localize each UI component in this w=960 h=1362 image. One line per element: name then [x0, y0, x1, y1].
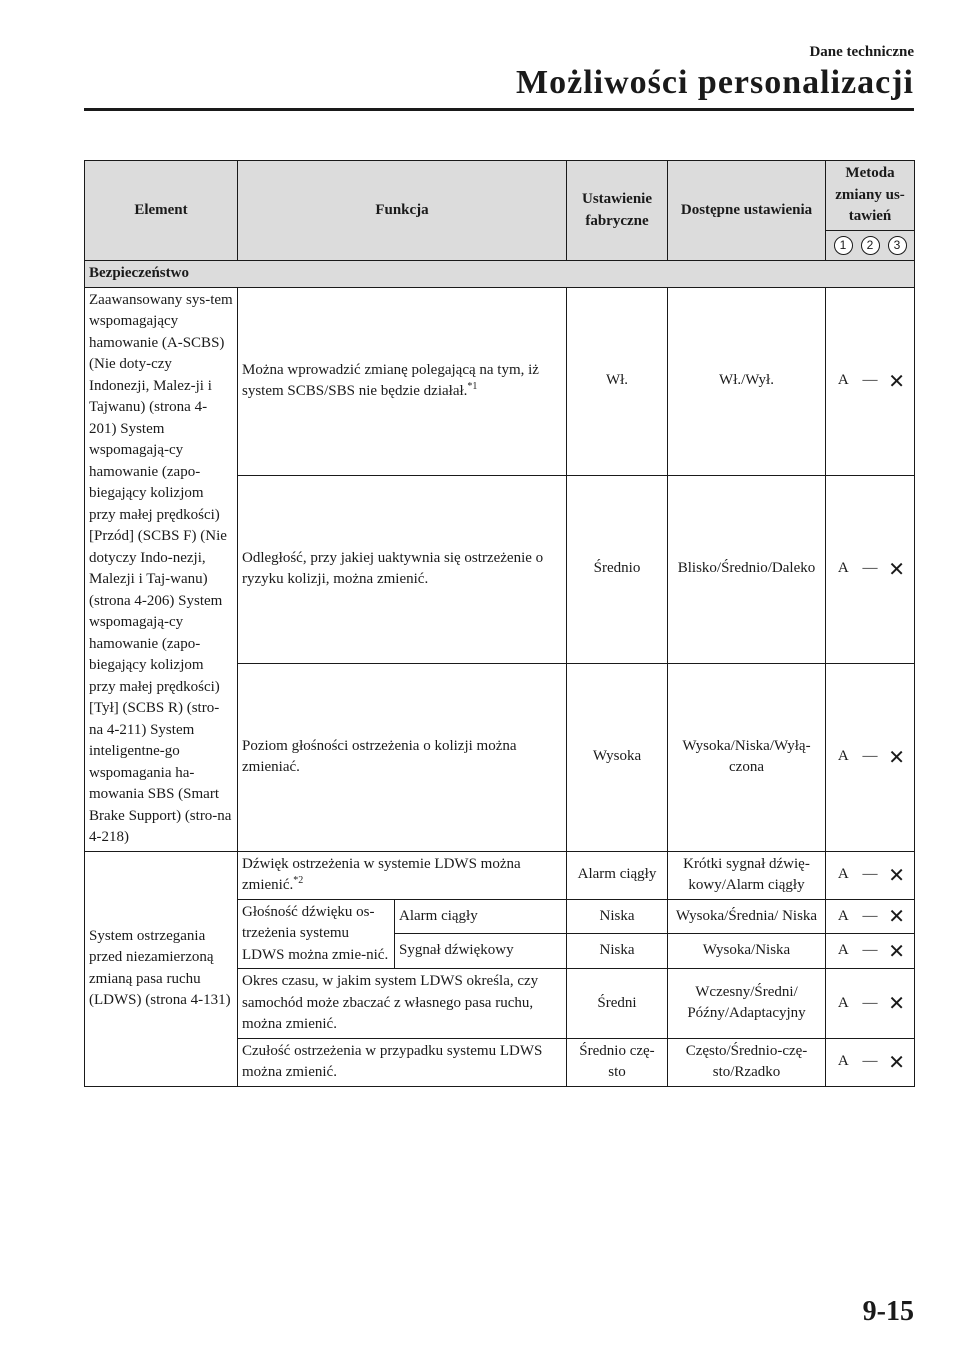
cross-icon: ✕ [888, 369, 906, 393]
method-1-icon: 1 [834, 236, 853, 255]
element-cell: System ostrzegania przed niezamierzoną zmianą pasa ruchu (LDWS) (strona 4-131) [85, 851, 238, 1086]
cross-icon: ✕ [888, 863, 906, 887]
footnote-mark: *2 [293, 875, 304, 886]
cross-icon: ✕ [888, 904, 906, 929]
page-number: 9-15 [862, 1296, 914, 1327]
function-cell: Głośność dźwięku os-trzeżenia systemu LDWS można zmie-nić. [238, 899, 395, 969]
method-value: A [837, 560, 849, 577]
section-label: Dane techniczne [809, 44, 914, 60]
method-value: A [837, 994, 849, 1011]
available-cell: Często/Średnio-czę-sto/Rzadko [668, 1038, 826, 1086]
sub-type-cell: Alarm ciągły [395, 899, 567, 934]
element-cell: Zaawansowany sys-tem wspomagający hamowanie (A-SCBS) (Nie doty-czy Indonezji, Malez-ji i Tajwanu) (strona 4-201) System wspomagają-cy hamowanie (zapo-biegający kolizjom przy małej prędkości) [Przód] (SCBS F) (Nie dotyczy Indo-nezji, Malezji i Taj-wanu) (strona 4-206) System wspomagają-cy hamowanie (zapo-biegający kolizjom przy małej prędkości) [Tył] (SCBS R) (stro-na 4-211) System inteligentne-go wspomagania ha-mowania SBS (Smart Brake Support) (stro-na 4-218) [85, 287, 238, 851]
cross-icon: ✕ [888, 991, 906, 1016]
page-title: Możliwości personalizacji [516, 64, 914, 101]
sub-type-cell: Sygnał dźwiękowy [395, 934, 567, 969]
method-value: A [837, 748, 849, 765]
dash-icon: — [862, 372, 878, 389]
factory-cell: Średnio czę-sto [567, 1038, 668, 1086]
dash-icon: — [862, 866, 878, 883]
factory-cell: Niska [567, 899, 668, 934]
col-header-element: Element [85, 161, 238, 261]
function-text: Można wprowadzić zmianę polegającą na tym, iż system SCBS/SBS nie będzie działał. [242, 361, 539, 399]
dash-icon: — [862, 748, 878, 765]
method-value: A [837, 866, 849, 883]
dash-icon: — [862, 1053, 878, 1070]
method-value: A [837, 907, 849, 924]
col-header-function: Funkcja [238, 161, 567, 261]
method-3-icon: 3 [888, 236, 907, 255]
col-header-available: Dostępne ustawienia [668, 161, 826, 261]
factory-cell: Średni [567, 969, 668, 1039]
table-row [85, 287, 915, 475]
header-row [85, 161, 915, 231]
factory-cell: Alarm ciągły [567, 851, 668, 899]
method-value: A [837, 372, 849, 389]
table-row [85, 851, 915, 899]
method-cell [826, 899, 915, 934]
function-cell: Poziom głośności ostrzeżenia o kolizji można zmieniać. [238, 663, 567, 851]
cross-icon: ✕ [888, 745, 906, 769]
function-cell: Okres czasu, w jakim system LDWS określa, czy samochód może zbaczać z własnego pasa ruchu, można zmienić. [238, 969, 567, 1039]
header-divider [84, 108, 914, 111]
dash-icon: — [862, 994, 878, 1011]
dash-icon: — [862, 942, 878, 959]
available-cell: Wysoka/Średnia/ Niska [668, 899, 826, 934]
method-value: A [837, 942, 849, 959]
available-cell: Blisko/Średnio/Daleko [668, 475, 826, 663]
factory-cell: Wysoka [567, 663, 668, 851]
method-cell [826, 287, 915, 475]
section-row [85, 261, 915, 288]
cross-icon: ✕ [888, 1050, 906, 1074]
factory-cell: Wł. [567, 287, 668, 475]
col-header-method: Metoda zmiany us-tawień [826, 161, 915, 231]
cross-icon: ✕ [888, 557, 906, 581]
dash-icon: — [862, 907, 878, 924]
function-cell [238, 287, 567, 475]
method-cell [826, 1038, 915, 1086]
customization-table [84, 160, 915, 1087]
footnote-mark: *1 [467, 381, 478, 392]
method-cell [826, 663, 915, 851]
function-cell: Czułość ostrzeżenia w przypadku systemu LDWS można zmienić. [238, 1038, 567, 1086]
section-title: Bezpieczeństwo [85, 261, 915, 288]
method-cell [826, 934, 915, 969]
factory-cell: Średnio [567, 475, 668, 663]
factory-cell: Niska [567, 934, 668, 969]
available-cell: Krótki sygnał dźwię-kowy/Alarm ciągły [668, 851, 826, 899]
col-header-factory: Ustawienie fabryczne [567, 161, 668, 261]
method-cell [826, 851, 915, 899]
method-cell [826, 969, 915, 1039]
cross-icon: ✕ [888, 939, 906, 964]
method-2-icon: 2 [861, 236, 880, 255]
available-cell: Wysoka/Niska [668, 934, 826, 969]
method-cell [826, 475, 915, 663]
function-cell: Odległość, przy jakiej uaktywnia się ostrzeżenie o ryzyku kolizji, można zmienić. [238, 475, 567, 663]
available-cell: Wysoka/Niska/Wyłą-czona [668, 663, 826, 851]
available-cell: Wł./Wył. [668, 287, 826, 475]
available-cell: Wczesny/Średni/ Późny/Adaptacyjny [668, 969, 826, 1039]
method-value: A [837, 1053, 849, 1070]
function-cell [238, 851, 567, 899]
dash-icon: — [862, 560, 878, 577]
function-text: Dźwięk ostrzeżenia w systemie LDWS można zmienić. [242, 855, 521, 893]
